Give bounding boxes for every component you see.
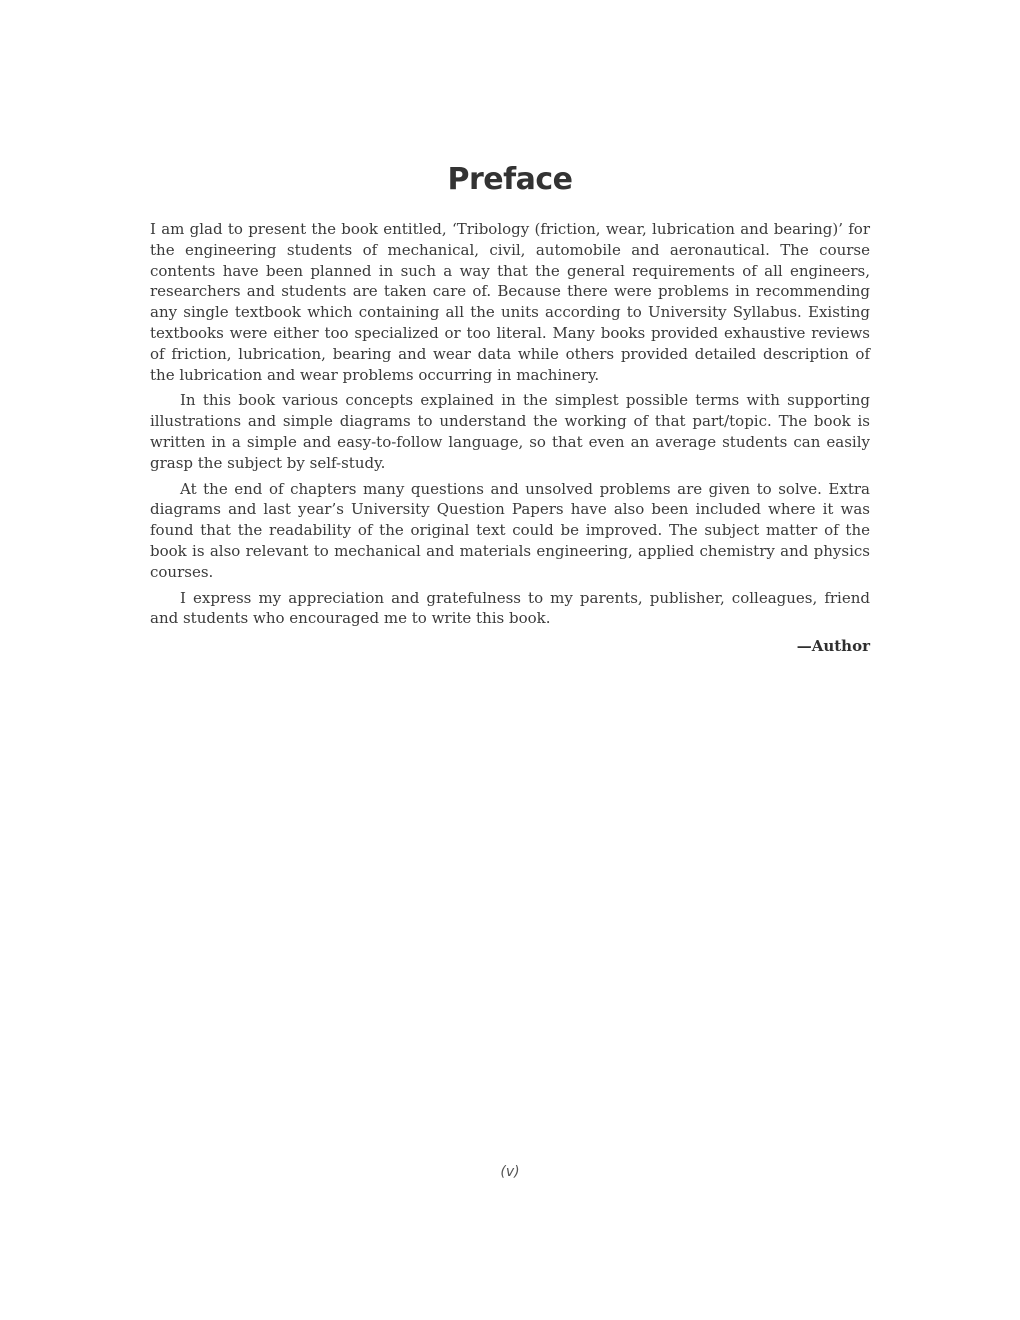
page-title: Preface [447, 162, 573, 197]
author-signature: —Author [796, 637, 870, 656]
paragraph: At the end of chapters many questions and unsolved problems are given to solve. Extra diagrams and last year’s University Question Papers have also been included where it was found that the readability of the original text could be improved. The subject matter of the book is also relevant to mechanical and materials engineering, applied chemistry and physics courses. [150, 479, 870, 581]
paragraph: I express my appreciation and gratefulness to my parents, publisher, colleagues, friend and students who encouraged me to write this book. [150, 588, 870, 628]
preface-body [150, 219, 870, 657]
paragraph: I am glad to present the book entitled, ‘Tribology (friction, wear, lubrication and bearing)’ for the engineering students of mechanical, civil, automobile and aeronautical. The course contents have been planned in such a way that the general requirements of all engineers, researchers and students are taken care of. Because there were problems in recommending any single textbook which containing all the units according to University Syllabus. Existing textbooks were either too specialized or too literal. Many books provided exhaustive reviews of friction, lubrication, bearing and wear data while others provided detailed description of the lubrication and wear problems occurring in machinery. [150, 220, 870, 384]
page-number: (v) [500, 1164, 520, 1180]
paragraph: In this book various concepts explained in the simplest possible terms with supporting illustrations and simple diagrams to understand the working of that part/topic. The book is written in a simple and easy-to-follow language, so that even an average students can easily grasp the subject by self-study. [150, 391, 870, 472]
